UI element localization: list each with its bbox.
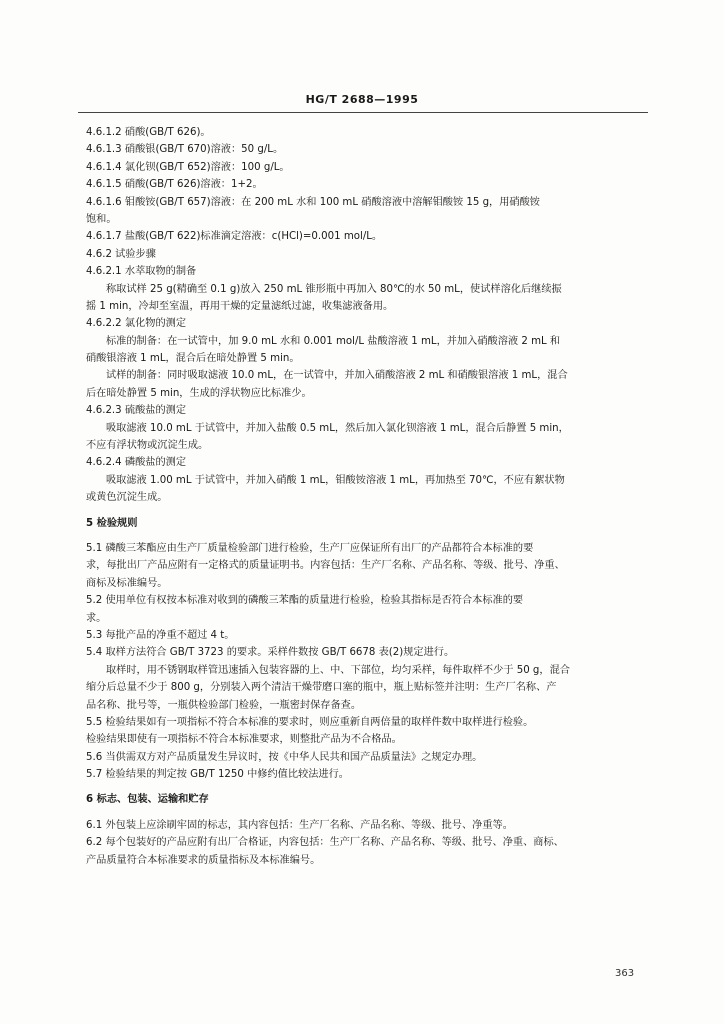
- clause-4-6-2-heading: 4.6.2 试验步骤: [86, 248, 156, 260]
- clause-6-1: 6.1 外包装上应涂刷牢固的标志，其内容包括：生产厂名称、产品名称、等级、批号、净重等。: [86, 819, 513, 831]
- clause-5-4: 5.4 取样方法符合 GB/T 3723 的要求。采样件数按 GB/T 6678 表(2)规定进行。: [86, 647, 455, 659]
- paragraph-line: 商标及标准编号。: [86, 577, 168, 589]
- paragraph-line: 吸取滤液 10.0 mL 于试管中，并加入盐酸 0.5 mL，然后加入氯化钡溶液 1 mL，混合后静置 5 min，: [106, 422, 569, 434]
- section-5-heading: 5 检验规则: [86, 517, 138, 529]
- paragraph-line: 称取试样 25 g(精确至 0.1 g)放入 250 mL 锥形瓶中再加入 80℃的水 50 mL，使试样溶化后继续振: [106, 283, 562, 295]
- clause-4-6-1-4: 4.6.1.4 氯化钡(GB/T 652)溶液：100 g/L。: [86, 161, 290, 173]
- paragraph-line: 后在暗处静置 5 min，生成的浮状物应比标准少。: [86, 387, 312, 399]
- paragraph-line: 品名称、批号等，一瓶供检验部门检验，一瓶密封保存备查。: [86, 699, 362, 711]
- paragraph-line: 硝酸银溶液 1 mL，混合后在暗处静置 5 min。: [86, 353, 300, 365]
- clause-4-6-1-5: 4.6.1.5 硝酸(GB/T 626)溶液：1+2。: [86, 179, 263, 191]
- clause-5-7: 5.7 检验结果的判定按 GB/T 1250 中修约值比较法进行。: [86, 769, 349, 781]
- paragraph-line: 吸取滤液 1.00 mL 于试管中，并加入硝酸 1 mL，钼酸铵溶液 1 mL，再加热至 70℃，不应有絮状物: [106, 474, 565, 486]
- clause-5-6: 5.6 当供需双方对产品质量发生异议时，按《中华人民共和国产品质量法》之规定办理。: [86, 751, 483, 763]
- clause-5-5: 5.5 检验结果如有一项指标不符合本标准的要求时，则应重新自两倍量的取样件数中取样进行检验。: [86, 716, 534, 728]
- paragraph-line: 试样的制备：同时吸取滤液 10.0 mL，在一试管中，并加入硝酸溶液 2 mL 和硝酸银溶液 1 mL，混合: [106, 370, 568, 382]
- clause-4-6-1-6-cont: 饱和。: [86, 213, 117, 225]
- section-6-heading: 6 标志、包装、运输和贮存: [86, 794, 209, 806]
- clause-5-1: 5.1 磷酸三苯酯应由生产厂质量检验部门进行检验，生产厂应保证所有出厂的产品都符合本标准的要: [86, 542, 534, 554]
- clause-4-6-1-3: 4.6.1.3 硝酸银(GB/T 670)溶液：50 g/L。: [86, 144, 284, 156]
- header-rule: [78, 112, 648, 113]
- clause-4-6-1-6: 4.6.1.6 钼酸铵(GB/T 657)溶液：在 200 mL 水和 100 mL 硝酸溶液中溶解钼酸铵 15 g，用硝酸铵: [86, 196, 540, 208]
- paragraph-line: 求。: [86, 612, 107, 624]
- clause-4-6-1-2: 4.6.1.2 硝酸(GB/T 626)。: [86, 127, 211, 138]
- paragraph-line: 检验结果即使有一项指标不符合本标准要求，则整批产品为不合格品。: [86, 734, 402, 746]
- paragraph-line: 或黄色沉淀生成。: [86, 492, 168, 504]
- paragraph-line: 摇 1 min，冷却至室温，再用干燥的定量滤纸过滤，收集滤液备用。: [86, 300, 394, 312]
- paragraph-line: 产品质量符合本标准要求的质量指标及本标准编号。: [86, 854, 321, 866]
- document-body: [86, 124, 646, 869]
- clause-4-6-2-2-heading: 4.6.2.2 氯化物的测定: [86, 318, 187, 330]
- clause-4-6-2-1-heading: 4.6.2.1 水萃取物的制备: [86, 266, 197, 278]
- clause-5-3: 5.3 每批产品的净重不超过 4 t。: [86, 629, 235, 641]
- clause-4-6-2-4-heading: 4.6.2.4 磷酸盐的测定: [86, 457, 187, 469]
- clause-4-6-1-7: 4.6.1.7 盐酸(GB/T 622)标准滴定溶液：c(HCl)=0.001 mol/L。: [86, 231, 383, 243]
- paragraph-line: 求，每批出厂产品应附有一定格式的质量证明书。内容包括：生产厂名称、产品名称、等级、批号、净重、: [86, 560, 565, 572]
- paragraph-line: 缩分后总量不少于 800 g，分别装入两个清洁干燥带磨口塞的瓶中，瓶上贴标签并注明：生产厂名称、产: [86, 682, 557, 694]
- paragraph-line: 取样时，用不锈钢取样管迅速插入包装容器的上、中、下部位，均匀采样，每件取样不少于 50 g，混合: [106, 664, 570, 676]
- clause-5-2: 5.2 使用单位有权按本标准对收到的磷酸三苯酯的质量进行检验，检验其指标是否符合本标准的要: [86, 595, 524, 607]
- clause-4-6-2-3-heading: 4.6.2.3 硫酸盐的测定: [86, 405, 187, 417]
- paragraph-line: 标准的制备：在一试管中，加 9.0 mL 水和 0.001 mol/L 盐酸溶液 1 mL，并加入硝酸溶液 2 mL 和: [106, 335, 561, 347]
- paragraph-line: 不应有浮状物或沉淀生成。: [86, 440, 209, 452]
- page-number: 363: [615, 968, 635, 979]
- clause-6-2: 6.2 每个包装好的产品应附有出厂合格证，内容包括：生产厂名称、产品名称、等级、批号、净重、商标、: [86, 837, 564, 849]
- page-header: HG/T 2688—1995: [305, 93, 419, 106]
